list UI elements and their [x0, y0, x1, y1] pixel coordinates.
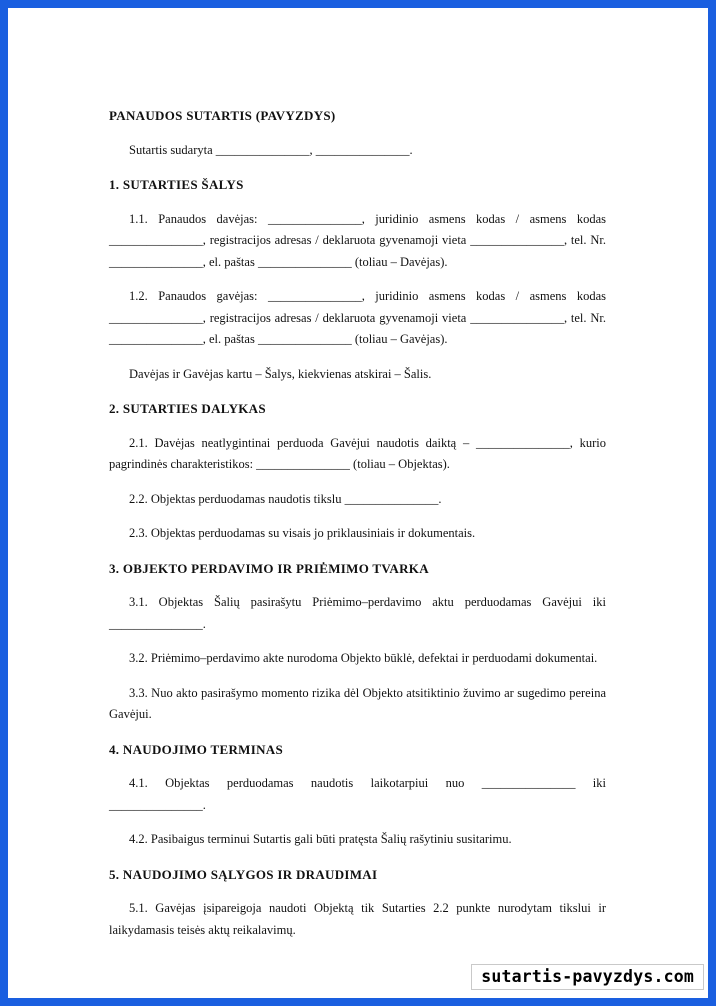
- section-heading-subject: 2. SUTARTIES DALYKAS: [109, 401, 266, 416]
- paragraph-3-3: 3.3. Nuo akto pasirašymo momento rizika dėl Objekto atsitiktinio žuvimo ar sugedimo pereina Gavėjui.: [109, 685, 606, 721]
- section-heading-transfer: 3. OBJEKTO PERDAVIMO IR PRIĖMIMO TVARKA: [109, 560, 429, 576]
- document-page: [8, 8, 708, 998]
- site-watermark: sutartis-pavyzdys.com: [471, 964, 704, 990]
- section-heading-parties: 1. SUTARTIES ŠALYS: [109, 177, 244, 192]
- paragraph-5-1: 5.1. Gavėjas įsipareigoja naudoti Objektą tik Sutarties 2.2 punkte nurodytam tikslui ir laikydamasis teisės aktų reikalavimų.: [109, 901, 606, 937]
- paragraph-2-3: 2.3. Objektas perduodamas su visais jo priklausiniais ir dokumentais.: [129, 526, 476, 540]
- paragraph-parties-summary: Davėjas ir Gavėjas kartu – Šalys, kiekvienas atskirai – Šalis.: [129, 366, 432, 381]
- document-body: [109, 105, 606, 954]
- paragraph-3-2: 3.2. Priėmimo–perdavimo akte nurodoma Objekto būklė, defektai ir perduodami dokumentai.: [129, 651, 598, 665]
- paragraph-2-2: 2.2. Objektas perduodamas naudotis tikslu _______________.: [129, 491, 442, 506]
- document-title: PANAUDOS SUTARTIS (PAVYZDYS): [109, 108, 336, 123]
- paragraph-1-1: 1.1. Panaudos davėjas: _______________, juridinio asmens kodas / asmens kodas _______________, registracijos adresas / deklaruota gyvenamoji vieta _______________, tel. Nr. _______________, el. paštas _______________ (toliau – Davėjas).: [109, 211, 606, 269]
- intro-paragraph: Sutartis sudaryta _______________, _______________.: [129, 142, 413, 157]
- section-heading-term: 4. NAUDOJIMO TERMINAS: [109, 741, 283, 757]
- paragraph-4-2: 4.2. Pasibaigus terminui Sutartis gali būti pratęsta Šalių rašytiniu susitarimu.: [129, 832, 512, 846]
- paragraph-2-1: 2.1. Davėjas neatlygintinai perduoda Gavėjui naudotis daiktą – _______________, kurio pagrindinės charakteristikos: _______________ (toliau – Objektas).: [109, 435, 606, 471]
- paragraph-4-1: 4.1. Objektas perduodamas naudotis laikotarpiui nuo _______________ iki _______________.: [109, 776, 606, 812]
- section-heading-conditions: 5. NAUDOJIMO SĄLYGOS IR DRAUDIMAI: [109, 866, 378, 882]
- paragraph-1-2: 1.2. Panaudos gavėjas: _______________, juridinio asmens kodas / asmens kodas _______________, registracijos adresas / deklaruota gyvenamoji vieta _______________, tel. Nr. _______________, el. paštas _______________ (toliau – Gavėjas).: [109, 289, 606, 346]
- paragraph-3-1: 3.1. Objektas Šalių pasirašytu Priėmimo–perdavimo aktu perduodamas Gavėjui iki _______________.: [109, 595, 606, 631]
